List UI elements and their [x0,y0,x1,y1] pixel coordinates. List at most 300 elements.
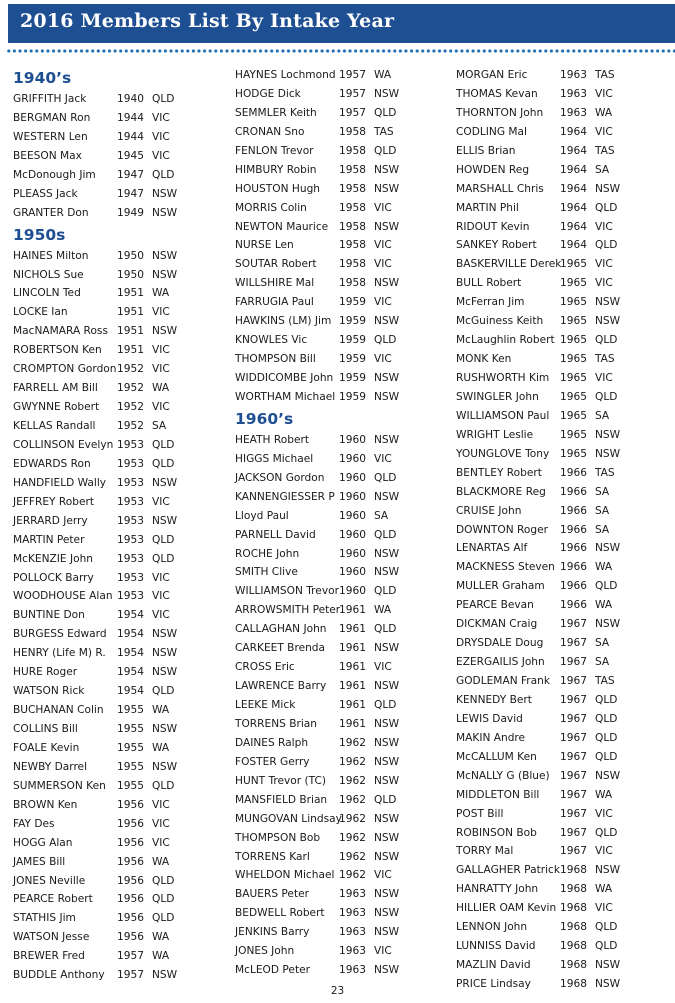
member-row [13,266,192,285]
member-state: NSW [374,755,400,768]
member-intake-year: 1968 [560,883,587,896]
member-name: BUCHANAN Colin [13,704,104,717]
member-state: VIC [152,798,170,811]
member-row [456,293,635,312]
member-intake-year: 1966 [560,542,587,555]
member-row [13,872,192,891]
member-intake-year: 1965 [560,390,587,403]
member-intake-year: 1964 [560,220,587,233]
member-name: GODLEMAN Frank [456,675,550,687]
member-name: RUSHWORTH Kim [456,372,550,384]
member-name: COLLINSON Evelyn [13,438,114,451]
member-name: PEARCE Bevan [456,599,534,612]
member-intake-year: 1956 [117,855,144,868]
member-row [456,558,635,577]
member-intake-year: 1956 [117,798,144,811]
member-name: TORRY Mal [456,845,514,858]
member-row [235,123,414,142]
member-name: BAUERS Peter [235,888,309,901]
member-state: SA [595,409,610,422]
member-row [456,937,635,956]
member-state: TAS [595,144,615,157]
member-name: BURGESS Edward [13,628,107,641]
member-intake-year: 1967 [560,845,587,858]
member-state: NSW [595,447,621,460]
member-state: QLD [152,457,175,470]
member-row [456,861,635,880]
member-state: NSW [595,428,621,441]
member-state: NSW [152,666,178,679]
member-intake-year: 1954 [117,647,144,660]
members-column-3 [456,66,635,994]
member-row [456,786,635,805]
member-name: GRANTER Don [13,206,89,219]
member-name: GALLAGHER Patrick [456,864,560,877]
member-row [13,512,192,531]
member-name: HOGG Alan [13,836,73,849]
member-state: NSW [595,769,621,782]
member-intake-year: 1966 [560,599,587,612]
member-state: VIC [595,258,613,271]
member-intake-year: 1956 [117,912,144,925]
member-state: NSW [595,618,621,631]
member-row [235,255,414,274]
member-intake-year: 1963 [339,888,366,901]
member-row [13,815,192,834]
member-intake-year: 1953 [117,495,144,508]
member-state: SA [595,523,610,536]
member-name: WORTHAM Michael [235,390,336,403]
member-name: MORGAN Eric [456,69,528,81]
member-name: WOODHOUSE Alan [13,590,113,603]
member-name: ARROWSMITH Peter [235,604,341,617]
member-state: NSW [374,680,400,693]
member-name: McNALLY G (Blue) [456,769,550,782]
member-row [456,312,635,331]
member-intake-year: 1953 [117,590,144,603]
member-intake-year: 1962 [339,812,366,825]
member-name: GWYNNE Robert [13,401,100,414]
member-state: NSW [152,325,178,338]
member-intake-year: 1960 [339,452,366,465]
member-intake-year: 1961 [339,642,366,655]
page-title: 2016 Members List By Intake Year [20,10,395,32]
member-intake-year: 1959 [339,390,366,403]
member-intake-year: 1963 [339,964,366,977]
member-row [456,880,635,899]
member-name: JEFFREY Robert [13,495,95,508]
member-name: KENNEDY Bert [456,693,532,706]
member-name: JACKSON Gordon [235,471,325,484]
member-row [456,918,635,937]
member-intake-year: 1967 [560,788,587,801]
member-row [13,928,192,947]
member-row [13,147,192,166]
member-row [235,658,414,677]
member-name: BEESON Max [13,149,82,162]
member-state: NSW [595,182,621,195]
member-state: WA [595,561,613,574]
member-state: NSW [152,249,178,262]
member-state: NSW [152,969,178,982]
member-state: VIC [152,817,170,830]
member-name: JENKINS Barry [235,926,310,939]
member-name: COLLINS Bill [13,723,78,735]
member-intake-year: 1967 [560,693,587,706]
member-state: QLD [595,940,618,953]
member-state: SA [152,420,167,432]
member-intake-year: 1950 [117,268,144,281]
member-name: WILLSHIRE Mal [235,277,315,290]
member-row [456,331,635,350]
member-state: VIC [595,277,613,290]
member-row [456,142,635,161]
member-row [456,767,635,786]
member-row [235,274,414,293]
member-row [13,701,192,720]
member-name: SUMMERSON Ken [13,779,106,792]
member-state: QLD [595,580,618,593]
member-intake-year: 1955 [117,741,144,754]
member-row [456,729,635,748]
member-name: WHELDON Michael [235,869,335,882]
member-intake-year: 1967 [560,656,587,669]
member-name: HAINES Milton [13,249,89,262]
member-name: THOMAS Kevan [456,87,538,100]
member-row [456,274,635,293]
member-row [235,488,414,507]
member-row [235,791,414,810]
member-name: CRUISE John [456,504,522,517]
member-state: WA [595,106,613,119]
member-name: PARNELL David [235,528,316,541]
member-intake-year: 1961 [339,717,366,730]
member-state: WA [595,883,613,896]
member-intake-year: 1953 [117,571,144,584]
member-intake-year: 1959 [339,315,366,328]
member-intake-year: 1966 [560,561,587,574]
member-intake-year: 1967 [560,769,587,782]
member-row [456,85,635,104]
member-name: JERRARD Jerry [13,514,88,527]
member-intake-year: 1962 [339,736,366,749]
member-intake-year: 1961 [339,604,366,617]
member-state: VIC [595,807,613,820]
member-intake-year: 1960 [339,471,366,484]
member-name: CROMPTON Gordon [13,363,117,376]
decade-heading: 1940’s [13,69,72,87]
member-row [235,236,414,255]
member-intake-year: 1961 [339,623,366,636]
member-row [456,899,635,918]
member-name: BEDWELL Robert [235,907,325,920]
member-state: QLD [152,168,175,181]
member-state: SA [595,637,610,650]
member-state: QLD [595,201,618,214]
member-name: DAINES Ralph [235,736,309,749]
member-intake-year: 1957 [339,87,366,100]
member-name: SWINGLER John [456,390,539,403]
member-state: QLD [374,528,397,541]
member-state: NSW [374,736,400,749]
member-name: CRONAN Sno [235,125,305,138]
member-state: QLD [595,750,618,763]
member-state: VIC [152,495,170,508]
member-intake-year: 1944 [117,111,144,124]
member-row [13,398,192,417]
member-row [235,350,414,369]
member-state: WA [595,599,613,612]
member-row [235,161,414,180]
member-row [235,715,414,734]
member-state: QLD [374,623,397,636]
member-state: VIC [374,201,392,214]
member-name: LINCOLN Ted [13,287,81,300]
member-name: BUNTINE Don [13,609,85,622]
member-state: QLD [374,144,397,157]
member-state: NSW [152,268,178,281]
member-intake-year: 1966 [560,504,587,517]
member-name: STATHIS Jim [13,912,76,925]
member-row [235,545,414,564]
member-intake-year: 1958 [339,258,366,271]
member-row [235,526,414,545]
member-name: ROBINSON Bob [456,826,537,839]
member-row [456,445,635,464]
member-intake-year: 1965 [560,447,587,460]
member-intake-year: 1967 [560,807,587,820]
member-state: NSW [374,547,400,560]
member-row [456,464,635,483]
member-intake-year: 1964 [560,201,587,214]
member-name: HEATH Robert [235,433,310,446]
member-row [456,255,635,274]
member-row [235,369,414,388]
member-row [456,577,635,596]
member-state: QLD [152,533,175,546]
member-state: QLD [374,793,397,806]
member-intake-year: 1962 [339,831,366,844]
member-state: VIC [152,306,170,319]
member-intake-year: 1951 [117,344,144,357]
member-name: NURSE Len [235,239,294,252]
member-intake-year: 1958 [339,163,366,176]
member-row [235,753,414,772]
member-intake-year: 1952 [117,401,144,414]
member-intake-year: 1952 [117,363,144,376]
member-state: NSW [374,566,400,579]
member-name: BULL Robert [456,277,522,290]
member-state: QLD [595,334,618,347]
member-intake-year: 1953 [117,514,144,527]
member-name: Lloyd Paul [235,509,289,522]
member-intake-year: 1963 [339,926,366,939]
member-name: JONES John [235,945,295,958]
member-row [456,426,635,445]
member-state: QLD [595,239,618,252]
member-state: QLD [374,699,397,711]
member-name: MORRIS Colin [235,201,307,214]
member-row [13,739,192,758]
member-name: McLEOD Peter [235,964,310,977]
member-name: THORNTON John [456,106,544,119]
member-intake-year: 1955 [117,723,144,735]
decade-heading: 1950s [13,225,66,244]
member-state: QLD [595,390,618,403]
member-intake-year: 1968 [560,940,587,953]
member-name: DRYSDALE Doug [456,637,544,650]
member-name: GRIFFITH Jack [13,93,87,105]
member-row [456,502,635,521]
member-row [13,322,192,341]
member-intake-year: 1964 [560,144,587,157]
member-state: WA [152,704,170,717]
member-intake-year: 1967 [560,826,587,839]
member-name: HUNT Trevor (TC) [235,774,327,787]
member-name: MIDDLETON Bill [456,788,540,801]
member-intake-year: 1955 [117,704,144,717]
member-row [456,824,635,843]
member-name: McLaughlin Robert [456,334,555,347]
member-row [235,507,414,526]
member-name: SMITH Clive [235,566,298,579]
member-intake-year: 1960 [339,547,366,560]
member-state: QLD [152,552,175,565]
member-intake-year: 1959 [339,296,366,309]
member-name: WILLIAMSON Trevor [235,585,339,598]
member-name: WIDDICOMBE John [235,372,334,384]
member-row [13,682,192,701]
member-row [235,677,414,696]
member-state: NSW [374,888,400,901]
member-row [13,853,192,872]
member-name: FENLON Trevor [235,144,314,157]
member-name: TORRENS Karl [235,850,310,863]
member-row [235,180,414,199]
member-intake-year: 1945 [117,149,144,162]
member-state: NSW [152,187,178,200]
member-state: VIC [595,845,613,858]
member-row [456,161,635,180]
member-state: NSW [595,315,621,328]
member-row [13,341,192,360]
member-state: WA [595,788,613,801]
member-name: PRICE Lindsay [456,978,531,990]
member-intake-year: 1963 [560,87,587,100]
member-state: QLD [152,685,175,698]
member-state: VIC [152,149,170,162]
member-state: NSW [152,514,178,527]
member-state: NSW [374,926,400,939]
member-state: VIC [152,609,170,622]
member-intake-year: 1967 [560,618,587,631]
member-row [456,218,635,237]
member-intake-year: 1951 [117,287,144,300]
member-name: WESTERN Len [13,130,88,143]
member-row [456,539,635,558]
member-name: HANRATTY John [456,883,539,896]
member-name: TORRENS Brian [235,717,318,730]
member-state: WA [374,604,392,617]
member-row [235,331,414,350]
member-state: SA [595,504,610,517]
member-state: WA [152,931,170,944]
member-state: NSW [595,959,621,972]
member-intake-year: 1952 [117,420,144,432]
member-intake-year: 1965 [560,296,587,309]
member-name: HENRY (Life M) R. [13,647,106,660]
member-intake-year: 1959 [339,353,366,366]
member-row [13,417,192,436]
member-name: EDWARDS Ron [13,457,91,470]
member-intake-year: 1962 [339,850,366,863]
member-name: POST Bill [456,807,504,820]
member-intake-year: 1965 [560,315,587,328]
member-name: PLEASS Jack [13,187,78,200]
member-state: QLD [595,693,618,706]
member-row [13,966,192,985]
member-state: WA [152,382,170,395]
member-state: NSW [374,315,400,328]
member-intake-year: 1953 [117,476,144,489]
member-name: MACKNESS Steven [456,561,555,574]
member-state: NSW [374,182,400,195]
member-name: YOUNGLOVE Tony [456,447,550,460]
member-row [235,772,414,791]
member-row [235,469,414,488]
member-row [456,653,635,672]
member-intake-year: 1957 [117,969,144,982]
member-row [13,436,192,455]
member-intake-year: 1958 [339,144,366,157]
member-name: FOSTER Gerry [235,755,310,768]
member-state: NSW [374,277,400,290]
member-name: RIDOUT Kevin [456,220,530,233]
member-state: QLD [595,712,618,725]
member-name: DICKMAN Craig [456,618,538,631]
member-state: VIC [595,902,613,915]
member-name: THOMPSON Bill [235,353,316,366]
member-intake-year: 1964 [560,182,587,195]
member-intake-year: 1960 [339,490,366,503]
member-row [235,829,414,848]
member-name: KNOWLES Vic [235,334,308,347]
member-intake-year: 1962 [339,869,366,882]
member-name: MARSHALL Chris [456,182,544,195]
member-row [13,247,192,266]
member-name: HIGGS Michael [235,452,314,465]
member-intake-year: 1966 [560,466,587,479]
member-state: NSW [374,717,400,730]
member-name: BASKERVILLE Derek [456,258,562,271]
member-row [235,293,414,312]
member-state: QLD [595,921,618,934]
member-intake-year: 1968 [560,864,587,877]
member-name: LEWIS David [456,712,523,725]
member-name: NEWTON Maurice [235,220,329,233]
member-name: POLLOCK Barry [13,571,94,584]
member-state: NSW [374,433,400,446]
members-column-1 [13,66,192,985]
member-row [13,606,192,625]
member-row [235,142,414,161]
member-state: QLD [152,438,175,451]
member-row [13,777,192,796]
member-row [13,587,192,606]
member-row [235,582,414,601]
member-state: VIC [152,130,170,143]
member-name: MARTIN Peter [13,533,85,546]
